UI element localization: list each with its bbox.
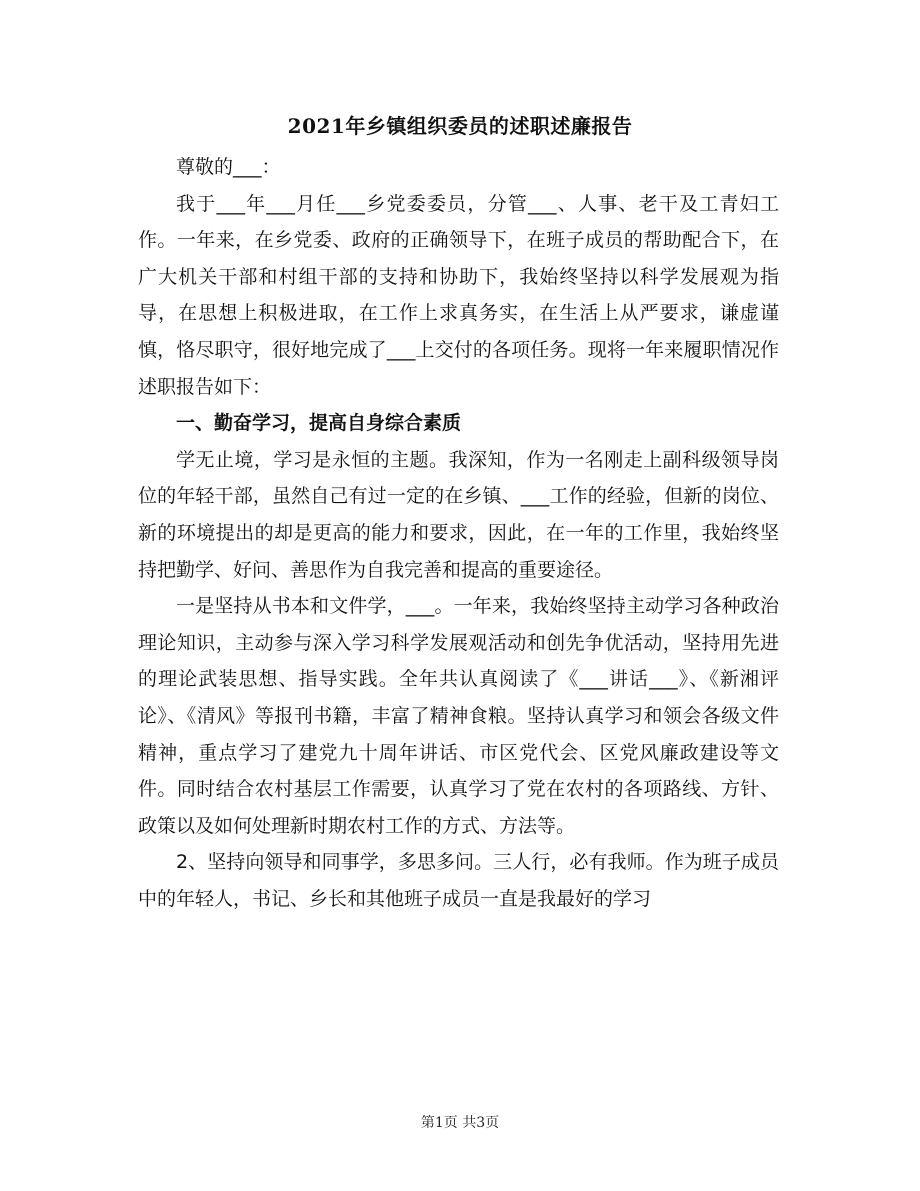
paragraph-intro: 我于___年___月任___乡党委委员，分管___、人事、老干及工青妇工作。一年来，在乡党委、政府的正确领导下，在班子成员的帮助配合下，在广大机关干部和村组干部的支持和协助下，我始终坚持以科学发展观为指导，在思想上积极进取，在工作上求真务实，在生活上从严要求，谦虚谨慎，恪尽职守，很好地完成了___上交付的各项任务。现将一年来履职情况作述职报告如下： — [138, 192, 779, 398]
salutation: 尊敬的___： — [176, 156, 281, 178]
document-title: 2021年乡镇组织委员的述职述廉报告 — [287, 114, 633, 138]
paragraph-study-intro: 学无止境，学习是永恒的主题。我深知，作为一名刚走上副科级领导岗位的年轻干部，虽然自己有过一定的在乡镇、___工作的经验，但新的岗位、新的环境提出的却是更高的能力和要求，因此，在一年的工作里，我始终坚持把勤学、好问、善思作为自我完善和提高的重要途径。 — [138, 448, 779, 581]
page-footer: 第1页 共3页 — [420, 1115, 500, 1131]
paragraph-study-colleagues: 2、坚持向领导和同事学，多思多问。三人行，必有我师。作为班子成员中的年轻人，书记、乡长和其他班子成员一直是我最好的学习 — [138, 851, 779, 910]
document-body — [138, 149, 779, 917]
paragraph-study-books: 一是坚持从书本和文件学，___。一年来，我始终坚持主动学习各种政治理论知识，主动参与深入学习科学发展观活动和创先争优活动，坚持用先进的理论武装思想、指导实践。全年共认真阅读了《___讲话___》、《新湘评论》、《清风》等报刊书籍，丰富了精神食粮。坚持认真学习和领会各级文件精神，重点学习了建党九十周年讲话、市区党代会、区党风廉政建设等文件。同时结合农村基层工作需要，认真学习了党在农村的各项路线、方针、政策以及如何处理新时期农村工作的方式、方法等。 — [138, 595, 779, 837]
section-heading-1: 一、勤奋学习，提高自身综合素质 — [176, 412, 462, 435]
